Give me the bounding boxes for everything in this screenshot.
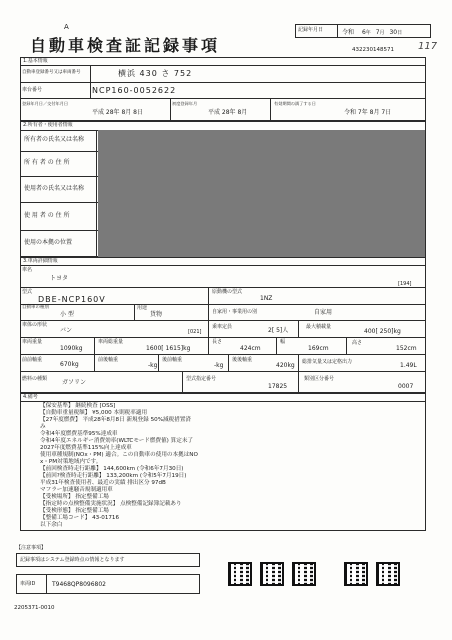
user-name-label: 使用者の氏名又は名称 (24, 185, 85, 192)
record-date-label: 記録年月日 (298, 27, 324, 33)
maker-value: トヨタ (50, 275, 69, 282)
weight-value: 1090kg (60, 345, 83, 352)
front-front-axle-value: 670kg (60, 361, 79, 368)
front-rear-axle-label: 前後軸重 (98, 357, 119, 363)
purpose-label: 自家用・事業用の別 (212, 309, 258, 315)
rear-rear-axle-value: 420kg (276, 362, 295, 369)
displacement-label: 総排気量又は定格出力 (302, 359, 353, 365)
remark-line: 平成31年検査使用者、最近の実績 排出区分 97dB (40, 480, 166, 486)
model-value: DBE-NCP160V (38, 295, 106, 304)
base-location-label: 使用の本拠の位置 (24, 239, 73, 246)
qr-code-icon (344, 562, 368, 586)
qr-code-icon (260, 562, 284, 586)
remark-line: 【前回検査時走行距離】 144,600km (令和6年7月30日) (40, 466, 184, 472)
serial-number: 432230148571 (352, 47, 394, 53)
remark-line: 【受検形態】 指定整備工場 (40, 508, 109, 514)
length-value: 424cm (240, 345, 261, 352)
first-reg-value: 平成 28年 8月 8日 (92, 109, 143, 116)
kind-label: 自動車の種別 (22, 305, 49, 310)
body-code: [021] (188, 329, 202, 335)
body-value: バン (60, 327, 73, 334)
remark-line: 【27年度燃費】 平成28年8月8日 新規登録 50%減税措置済 (40, 417, 191, 423)
remark-line: 以下余白 (40, 522, 63, 528)
category-label: 類別区分番号 (304, 376, 335, 382)
qr-code-icon (292, 562, 316, 586)
displacement-value: 1.49L (400, 362, 417, 369)
vehicle-id-label: 車両ID (20, 581, 36, 587)
record-date-value: 令和 6年 7月 30日 (342, 29, 403, 36)
section4-heading: 4.備考 (23, 394, 38, 400)
page-title: 自動車検査証記録事項 (30, 36, 221, 55)
owner-address-label: 所 有 者 の 住 所 (24, 159, 70, 166)
remark-line: 2027年度燃費基準115%向上達成車 (40, 445, 132, 451)
initial-reg-label: 初度登録年月 (172, 101, 198, 106)
engine-label: 原動機の型式 (212, 289, 243, 295)
purpose-value: 自家用 (314, 309, 333, 316)
height-value: 152cm (396, 345, 417, 352)
width-value: 169cm (308, 345, 329, 352)
remark-line: 【保安基準】 継続検査 [OSS] (40, 403, 116, 409)
initial-reg-value: 平成 28年 8月 (208, 109, 248, 116)
designation-label: 型式指定番号 (186, 376, 217, 382)
fuel-label: 燃料の種類 (22, 376, 48, 382)
body-label: 車体の形状 (22, 322, 48, 328)
expiry-label: 有効期間の満了する日 (274, 101, 316, 106)
front-rear-axle-value: -kg (148, 362, 158, 369)
chassis-value: NCP160-0052622 (92, 86, 177, 95)
section1-heading: 1.基本情報 (23, 58, 48, 64)
section3-heading: 3.車両詳細情報 (23, 258, 58, 264)
qr-code-icon (376, 562, 400, 586)
maxload-label: 最大積載量 (306, 324, 332, 330)
use-value: 貨物 (150, 311, 163, 318)
length-label: 長さ (212, 339, 223, 345)
remark-line: 【自動車重量税額】 ¥5,000 本則税率適用 (40, 410, 148, 416)
section2-heading: 2.所有者・使用者情報 (23, 122, 73, 128)
use-label: 用途 (137, 305, 148, 311)
rear-rear-axle-label: 後後軸重 (232, 357, 253, 363)
rear-front-axle-value: -kg (214, 362, 224, 369)
remark-line: 使用車種規制(NOx・PM) 適合。この自動車の使用の本拠はNO (40, 452, 198, 458)
rear-front-axle-label: 後前軸重 (162, 357, 183, 363)
redacted-block (98, 130, 425, 257)
remark-line: み (40, 424, 46, 430)
remark-line: 【整備工場コード】 43-01716 (40, 515, 120, 521)
remark-line: x・PM対策地域内です。 (40, 459, 102, 465)
maker-label: 車名 (22, 267, 33, 273)
gross-weight-label: 車両総重量 (98, 339, 124, 345)
user-address-label: 使 用 者 の 住 所 (24, 212, 70, 219)
capacity-value: 2[ 5]人 (268, 327, 289, 334)
reg-number-value: 横浜 430 さ 752 (118, 69, 193, 78)
handwritten-mark: 117 (418, 41, 438, 52)
remark-line: 【受検場所】 指定整備工場 (40, 494, 109, 500)
chassis-label: 車台番号 (22, 87, 43, 93)
designation-value: 17825 (268, 383, 288, 390)
remark-line: 令和4年度エネルギー消費効率(WLTCモード燃費値) 算定未了 (40, 438, 194, 444)
reg-number-label: 自動車登録番号又は車両番号 (22, 70, 81, 75)
vehicle-id-box (16, 574, 200, 594)
width-label: 幅 (280, 339, 286, 345)
remark-line: 令和4年度燃費基準95%達成車 (40, 431, 118, 437)
vehicle-id-value: T9468QP8096802 (52, 581, 106, 588)
weight-label: 車両重量 (22, 339, 43, 345)
owner-name-label: 所有者の氏名又は名称 (24, 136, 85, 143)
remark-line: 【前回?検査時走行距離】 133,200km (令和5年7月19日) (40, 473, 187, 479)
remark-line: マフラー加速騒音規制適用車 (40, 487, 113, 493)
capacity-label: 乗車定員 (212, 324, 233, 330)
notice-heading: 【注意事項】 (16, 545, 47, 551)
first-reg-label: 登録年月日／交付年月日 (22, 101, 69, 106)
page-marker: A (64, 23, 69, 31)
expiry-value: 令和 7年 8月 7日 (344, 109, 392, 116)
remark-line: 【指定時の点検整備実施状況】 点検整備記録簿記載あり (40, 501, 182, 507)
engine-value: 1NZ (260, 295, 273, 302)
model-label: 型式 (22, 289, 33, 295)
qr-code-icon (228, 562, 252, 586)
gross-weight-value: 1600[ 1615]kg (146, 345, 191, 352)
kind-value: 小 型 (60, 311, 74, 318)
maker-code: [194] (398, 281, 412, 287)
notice-text: 記録事項はシステム登録時点の情報となります (20, 557, 125, 563)
height-label: 高さ (352, 340, 363, 346)
front-front-axle-label: 前前軸重 (22, 357, 43, 363)
maxload-value: 400[ 250]kg (364, 328, 401, 335)
bottom-code: 2205371-0010 (14, 605, 55, 611)
fuel-value: ガソリン (62, 379, 87, 386)
category-value: 0007 (398, 383, 414, 390)
